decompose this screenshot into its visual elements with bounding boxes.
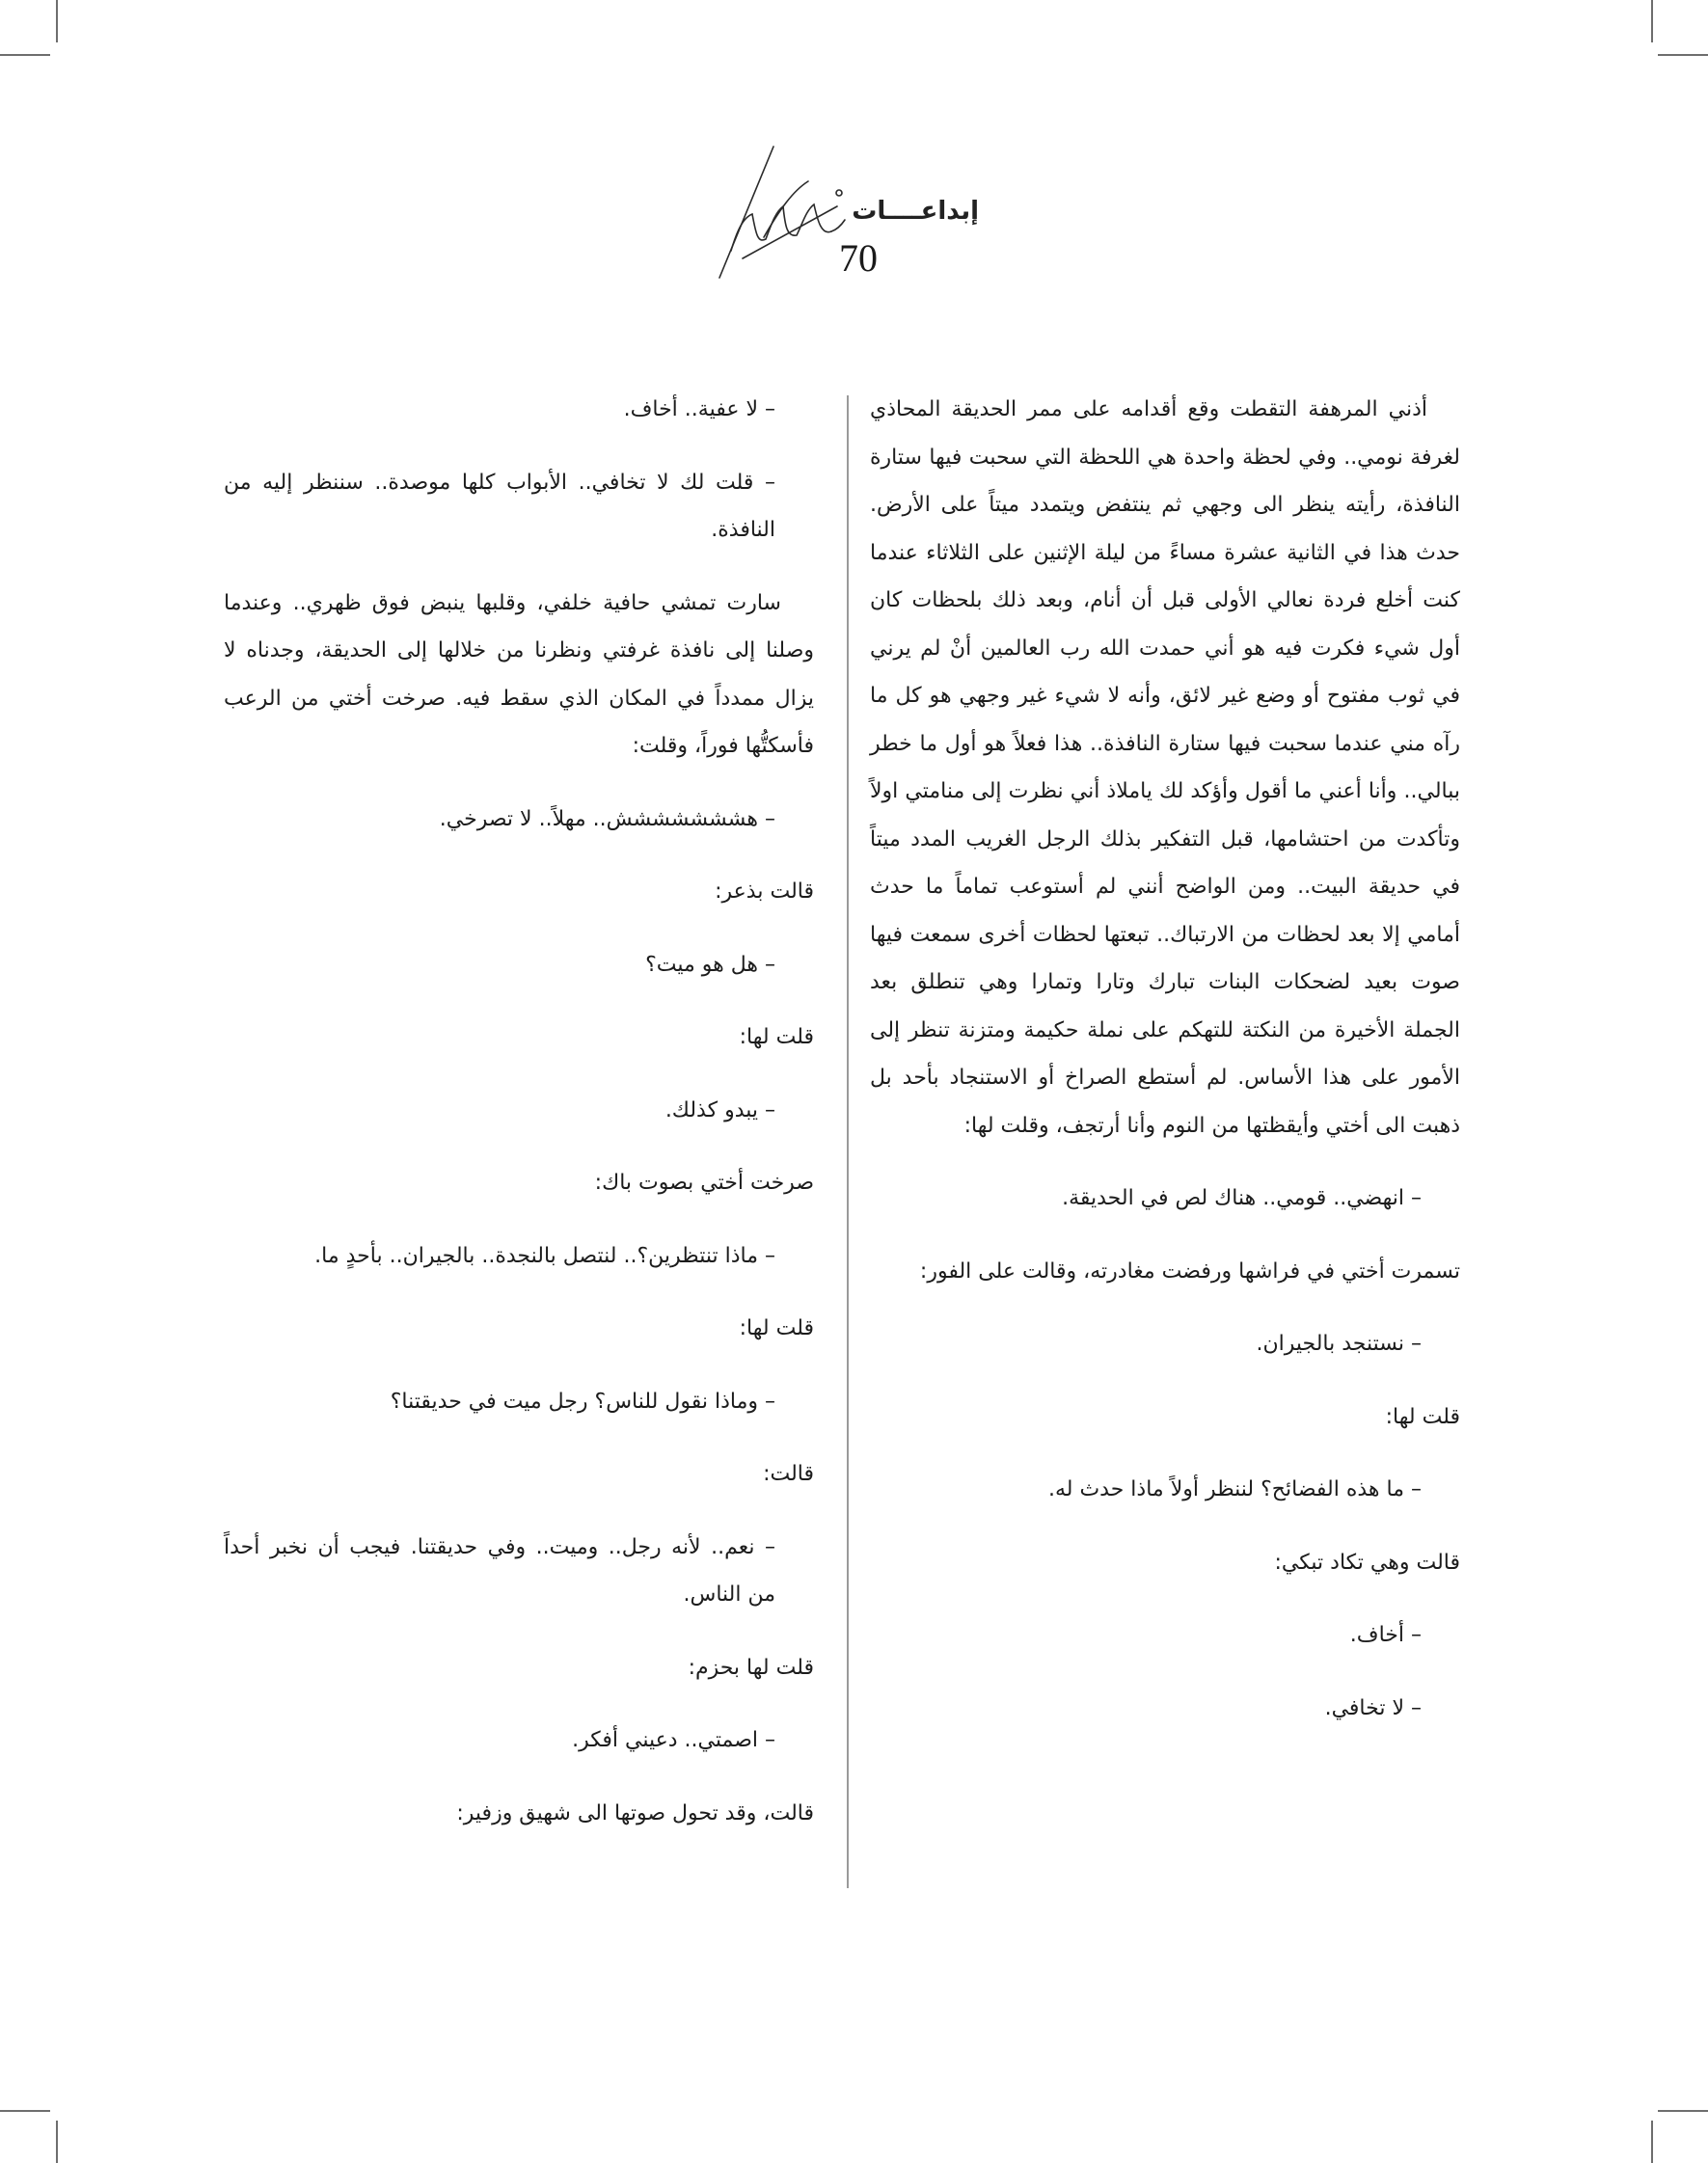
crop-mark — [1658, 54, 1708, 56]
dialogue-line: – نستنجد بالجيران. — [1256, 1332, 1422, 1356]
page-number: 70 — [839, 236, 878, 280]
paragraph: قلت لها بحزم: — [688, 1655, 814, 1680]
dialogue-line: – قلت لك لا تخافي.. الأبواب كلها موصدة.. سننظر إليه من النافذة. — [224, 470, 775, 542]
paragraph: قلت لها: — [739, 1025, 814, 1049]
paragraph: سارت تمشي حافية خلفي، وقلبها ينبض فوق ظهري.. وعندما وصلنا إلى نافذة غرفتي ونظرنا من خلالها إلى الحديقة، وجدناه لا يزال ممدداً في المكان الذي سقط فيه. صرخت أختي من الرعب فأسكتُّها فوراً، وقلت: — [224, 590, 814, 758]
crop-mark — [0, 2110, 50, 2112]
paragraph: قالت وهي تكاد تبكي: — [1274, 1550, 1460, 1575]
dialogue-line: – انهضي.. قومي.. هناك لص في الحديقة. — [1062, 1186, 1422, 1210]
dialogue-line: – هششششششش.. مهلاً.. لا تصرخي. — [439, 806, 775, 831]
crop-mark — [56, 0, 58, 42]
paragraph: أذني المرهفة التقطت وقع أقدامه على ممر الحديقة المحاذي لغرفة نومي.. وفي لحظة واحدة هي اللحظة التي سحبت فيها ستارة النافذة، رأيته ينظر الى وجهي ثم ينتفض ويتمدد ميتاً على الأرض. حدث هذا في الثانية عشرة مساءً من ليلة الإثنين على الثلاثاء عندما كنت أخلع فردة نعالي الأولى قبل أن أنام، وبعد ذلك بلحظات كان أول شيء فكرت فيه هو أني حمدت الله رب العالمين أنْ لم يرني في ثوب مفتوح أو وضع غير لائق، وأنه لا شيء غير وجهي هو كل ما رآه مني عندما سحبت فيها ستارة النافذة.. هذا فعلاً هو أول ما خطر ببالي.. وأنا أعني ما أقول وأؤكد لك ياملاذ أني نظرت إلى منامتي اولاً وتأكدت من احتشامها، قبل التفكير بذلك الرجل الغريب المدد ميتاً في حديقة البيت.. ومن الواضح أنني لم أستوعب تماماً ما حدث أمامي إلا بعد لحظات من الارتباك.. تبعتها لحظات أخرى سمعت فيها صوت بعيد لضحكات البنات تبارك وتارا وتمارا وهي تنطلق بعد الجملة الأخيرة من النكتة للتهكم على نملة حكيمة ومتزنة تنظر إلى الأمور على هذا الأساس. لم أستطع الصراخ أو الاستنجاد بأحد بل ذهبت الى أختي وأيقظتها من النوم وأنا أرتجف، وقلت لها: — [870, 397, 1460, 1138]
dialogue-line: – أخاف. — [1349, 1623, 1422, 1647]
section-title: إبداعــــات — [852, 197, 979, 226]
crop-mark — [1651, 2121, 1653, 2163]
paragraph: قلت لها: — [1385, 1404, 1460, 1429]
paragraph: صرخت أختي بصوت باك: — [594, 1171, 814, 1195]
dialogue-line: – ماذا تنتظرين؟.. لنتصل بالنجدة.. بالجيران.. بأحدٍ ما. — [314, 1243, 775, 1268]
crop-mark — [0, 54, 50, 56]
paragraph: تسمرت أختي في فراشها ورفضت مغادرته، وقالت على الفور: — [919, 1258, 1460, 1284]
page-header — [675, 143, 984, 297]
dialogue-line: – هل هو ميت؟ — [645, 952, 775, 977]
left-column — [224, 386, 814, 1862]
paragraph: قالت، وقد تحول صوتها الى شهيق وزفير: — [456, 1800, 814, 1825]
dialogue-line: – يبدو كذلك. — [664, 1097, 775, 1122]
dialogue-line: – وماذا نقول للناس؟ رجل ميت في حديقتنا؟ — [390, 1389, 775, 1414]
crop-mark — [56, 2121, 58, 2163]
paragraph: قالت بذعر: — [715, 879, 814, 904]
paragraph: قالت: — [763, 1462, 814, 1486]
paragraph: قلت لها: — [739, 1316, 814, 1340]
dialogue-line: – اصمتي.. دعيني أفكر. — [572, 1728, 775, 1752]
dialogue-line: – لا عفية.. أخاف. — [623, 397, 775, 421]
right-column — [870, 386, 1460, 1757]
dialogue-line: – لا تخافي. — [1324, 1695, 1422, 1720]
column-divider — [847, 395, 849, 1888]
crop-mark — [1651, 0, 1653, 42]
dialogue-line: – نعم.. لأنه رجل.. وميت.. وفي حديقتنا. فيجب أن نخبر أحداً من الناس. — [224, 1534, 775, 1607]
dialogue-line: – ما هذه الفضائح؟ لننظر أولاً ماذا حدث له. — [1047, 1477, 1422, 1501]
crop-mark — [1658, 2110, 1708, 2112]
